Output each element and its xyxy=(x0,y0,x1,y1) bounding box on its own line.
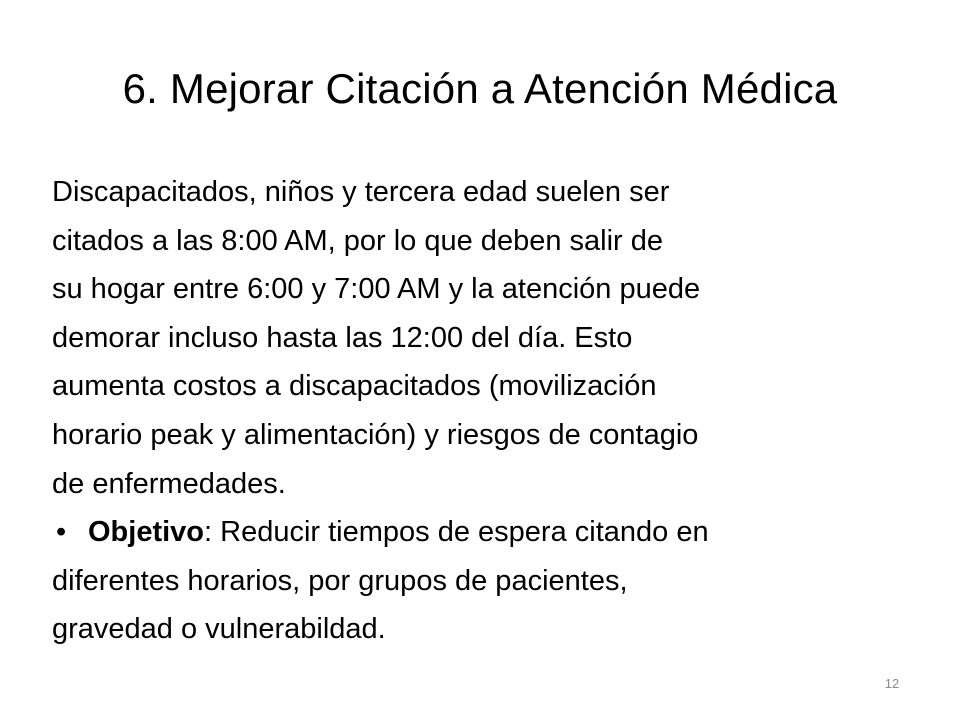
paragraph-line: de enfermedades. xyxy=(52,467,286,500)
objective-separator: : xyxy=(204,516,213,549)
objective-label: Objetivo xyxy=(88,516,205,549)
objective-first-line xyxy=(52,508,912,557)
paragraph-line: demorar incluso hasta las 12:00 del día. Esto xyxy=(52,321,633,354)
objective-continuation-line: gravedad o vulnerabildad. xyxy=(52,613,386,646)
bullet-marker: • xyxy=(56,516,67,549)
objective-text: Reducir tiempos de espera citando en xyxy=(212,516,709,549)
paragraph-line: su hogar entre 6:00 y 7:00 AM y la atención puede xyxy=(52,273,701,306)
paragraph-line: Discapacitados, niños y tercera edad suelen ser xyxy=(52,176,670,208)
objective-bullet xyxy=(52,508,912,654)
page-number: 12 xyxy=(884,676,900,691)
body-paragraph xyxy=(52,168,912,508)
paragraph-line: citados a las 8:00 AM, por lo que deben salir de xyxy=(52,224,663,257)
paragraph-line: aumenta costos a discapacitados (movilización xyxy=(52,370,657,403)
paragraph-line: horario peak y alimentación) y riesgos de contagio xyxy=(52,418,699,451)
slide-body xyxy=(52,168,912,654)
objective-continuation-line: diferentes horarios, por grupos de pacientes, xyxy=(52,564,628,597)
slide-title: 6. Mejorar Citación a Atención Médica xyxy=(122,65,838,112)
